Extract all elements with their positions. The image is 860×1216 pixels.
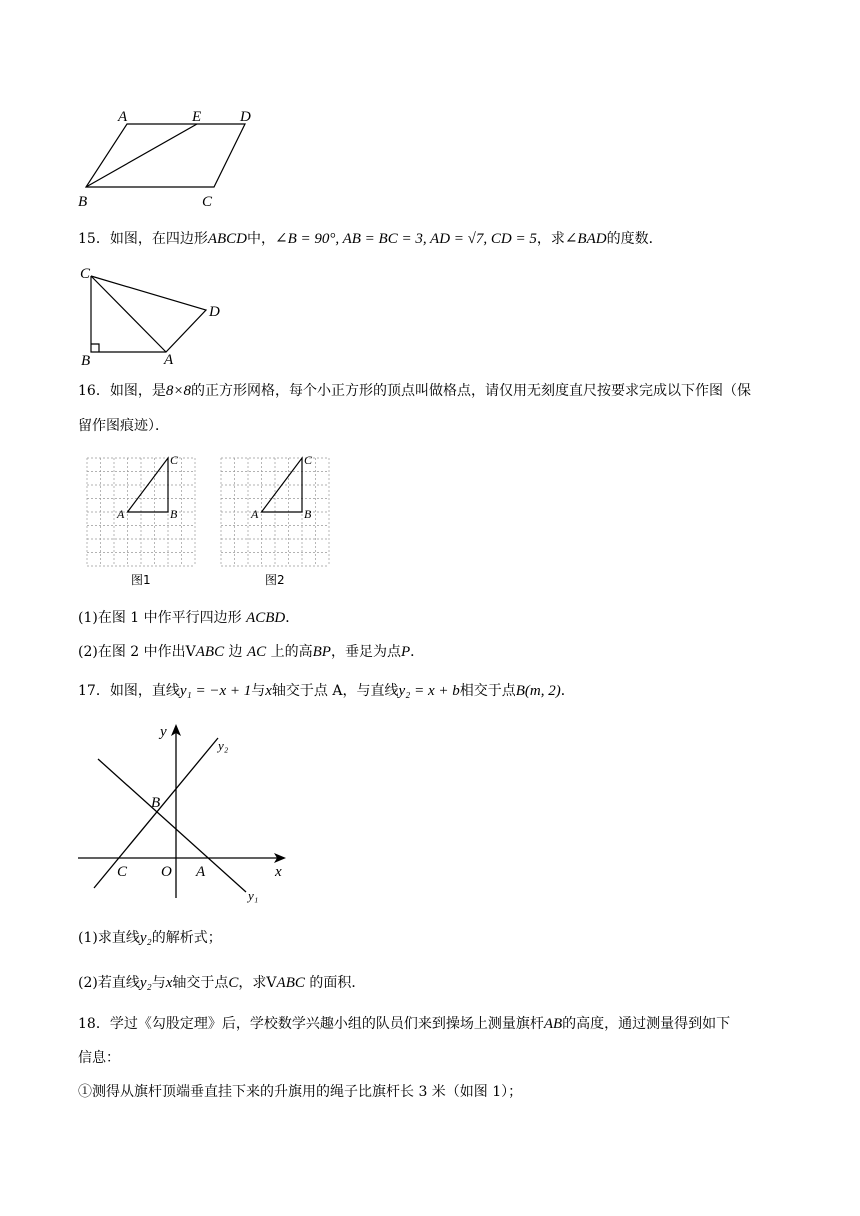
coordinate-figure [70,716,300,906]
parallelogram-figure [70,104,270,214]
label-a: A [251,507,259,521]
question-18-line-1: 18．学过《勾股定理》后，学校数学兴趣小组的队员们来到操场上测量旗杆AB的高度，通过测量得到如下 [78,1016,731,1032]
label-a: A [118,109,128,125]
figure-caption: 图1 [131,573,151,587]
label-x: x [275,864,282,880]
question-number: 15． [78,231,110,247]
label-c: C [304,453,313,467]
question-16-line-1: 16．如图，是8×8的正方形网格，每个小正方形的顶点叫做格点，请仅用无刻度直尺按要求完成以下作图（保 [78,383,751,399]
label-a: A [164,352,174,368]
label-y: y [160,724,167,740]
label-c: C [80,266,91,282]
label-c: C [170,453,179,467]
question-17: 17．如图，直线y₁ = −x + 1与x轴交于点 A，与直线y₂ = x + b相交于点B(m, 2)． [78,683,575,699]
label-y1: y₁ [248,888,259,903]
label-c: C [117,864,128,880]
label-b: B [78,194,88,210]
question-17-part-1: (1)求直线y₂的解析式； [78,930,222,946]
label-e: E [192,109,202,125]
label-b: B [81,353,91,369]
question-17-part-2: (2)若直线y₂与x轴交于点C，求VABC 的面积． [78,975,366,991]
question-18-line-3: ①测得从旗杆顶端垂直挂下来的升旗用的绳子比旗杆长 3 米（如图 1）； [78,1084,523,1100]
question-16-part-2: (2)在图 2 中作出VABC 边 AC 上的高BP，垂足为点P． [78,644,425,660]
label-b: B [304,507,312,521]
grid-figure-2 [212,448,336,588]
question-16-line-2: 留作图痕迹）． [78,418,169,434]
label-b: B [170,507,178,521]
label-c: C [202,194,213,210]
label-o: O [161,864,172,880]
label-a: A [117,507,125,521]
quadrilateral-figure [70,260,240,370]
question-16-part-1: (1)在图 1 中作平行四边形 ACBD． [78,610,300,626]
label-b: B [151,795,161,811]
question-15: 15．如图，在四边形ABCD中，∠B = 90°, AB = BC = 3, AD = √7, CD = 5，求∠BAD的度数． [78,231,663,247]
label-d: D [240,109,251,125]
label-a: A [196,864,206,880]
label-d: D [209,304,220,320]
figure-caption: 图2 [265,573,285,587]
label-y2: y₂ [218,738,229,753]
conditions: ∠B = 90°, AB = BC = 3, AD = √7, CD = 5 [275,231,537,247]
question-18-line-2: 信息： [78,1050,120,1066]
grid-figure-1 [78,448,202,588]
